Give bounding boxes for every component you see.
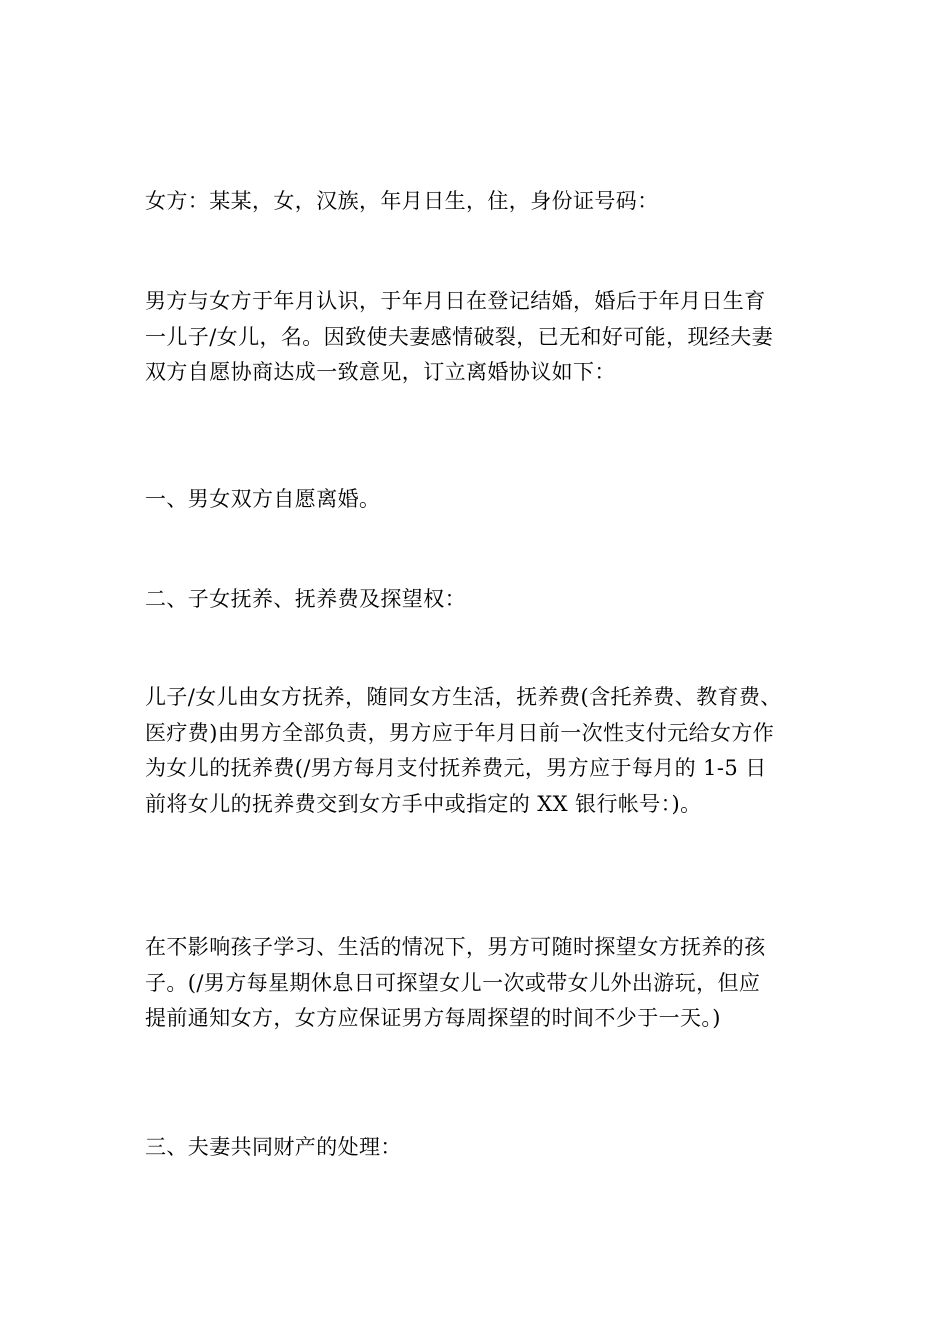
text-line: 前将女儿的抚养费交到女方手中或指定的 XX 银行帐号：)。 [145, 791, 702, 816]
child-support-paragraph [145, 680, 825, 822]
text-line: 男方与女方于年月认识，于年月日在登记结婚，婚后于年月日生育 [145, 289, 766, 313]
female-party-info [145, 184, 825, 220]
text-line: 双方自愿协商达成一致意见，订立离婚协议如下： [145, 360, 616, 384]
text-line: 医疗费)由男方全部负责，男方应于年月日前一次性支付元给女方作 [145, 720, 775, 745]
visitation-paragraph [145, 930, 825, 1037]
marriage-background-paragraph [145, 284, 825, 391]
text-line: 女方：某某，女，汉族，年月日生，住，身份证号码： [145, 189, 659, 213]
text-line: 子。(/男方每星期休息日可探望女儿一次或带女儿外出游玩，但应 [145, 970, 761, 995]
text-line: 三、夫妻共同财产的处理： [145, 1135, 402, 1159]
clause-one-heading [145, 482, 825, 518]
clause-three-heading [145, 1130, 825, 1166]
text-line: 一、男女双方自愿离婚。 [145, 487, 381, 511]
text-line: 二、子女抚养、抚养费及探望权： [145, 587, 466, 611]
text-line: 儿子/女儿由女方抚养，随同女方生活，抚养费(含托养费、教育费、 [145, 685, 782, 709]
text-line: 一儿子/女儿，名。因致使夫妻感情破裂，已无和好可能，现经夫妻 [145, 324, 774, 349]
text-line: 为女儿的抚养费(/男方每月支付抚养费元，男方应于每月的 1-5 日 [145, 756, 767, 780]
text-line: 在不影响孩子学习、生活的情况下，男方可随时探望女方抚养的孩 [145, 935, 766, 959]
text-line: 提前通知女方，女方应保证男方每周探望的时间不少于一天。) [145, 1006, 721, 1030]
clause-two-heading [145, 582, 825, 618]
